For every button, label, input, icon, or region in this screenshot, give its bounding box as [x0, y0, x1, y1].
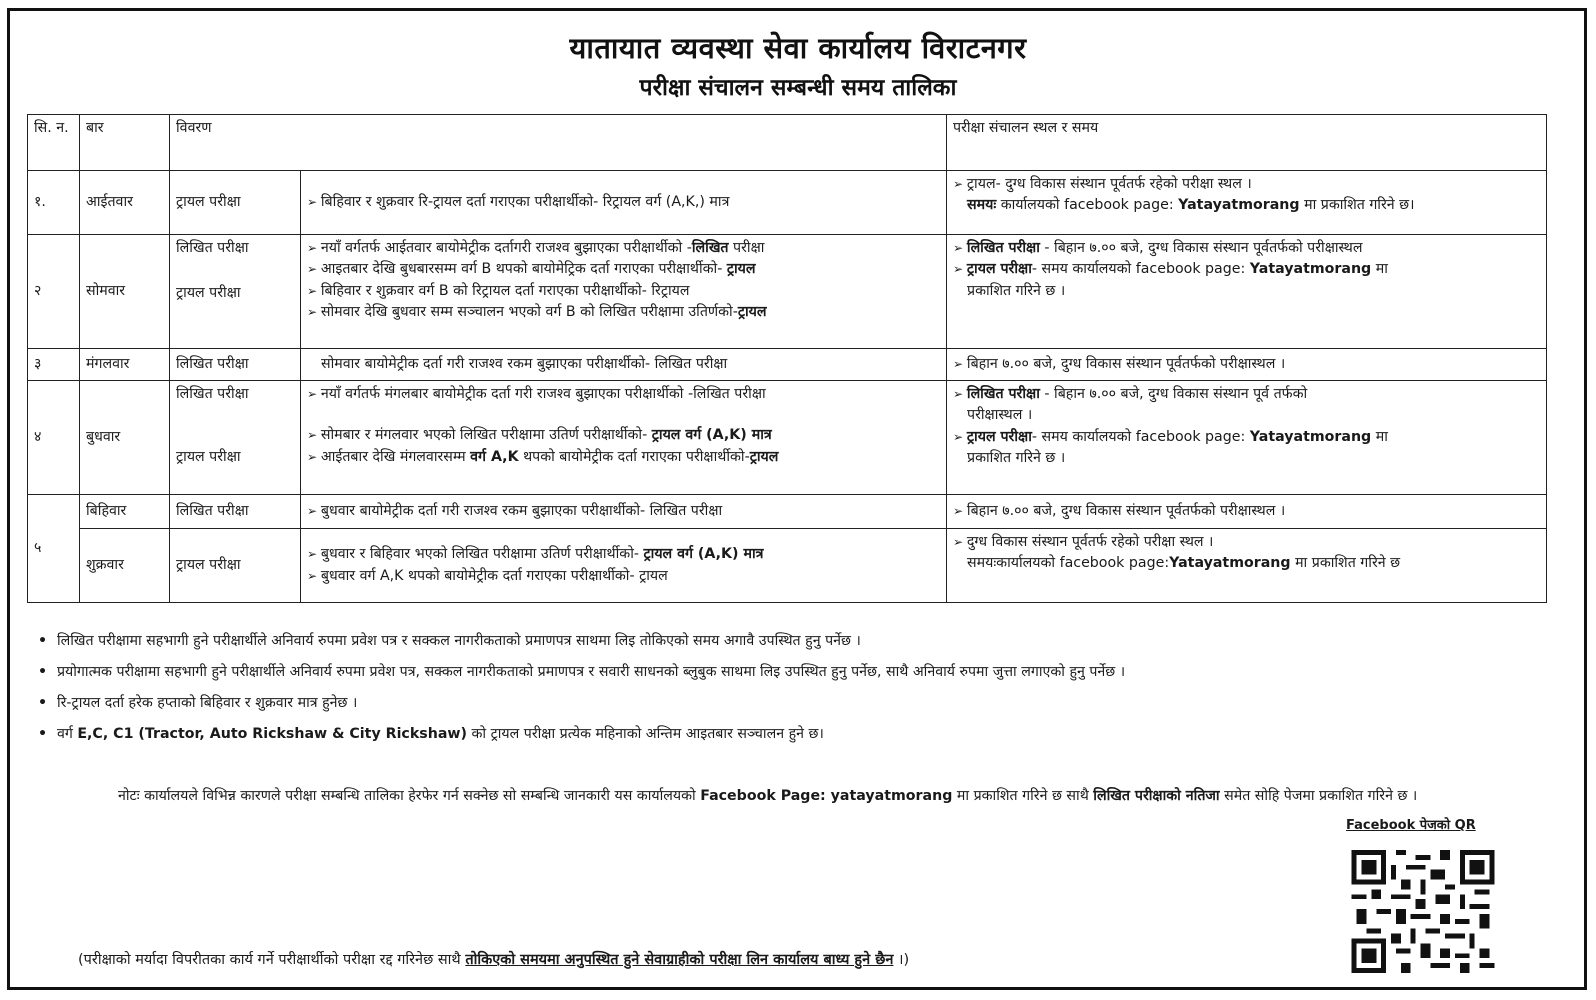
venue-line: प्रकाशित गरिने छ । [967, 449, 1066, 466]
cell-venue [947, 349, 1547, 381]
cell-exam-type: लिखित परीक्षा [170, 349, 301, 381]
col-header-desc: विवरण [170, 115, 947, 171]
cell-desc [301, 349, 947, 381]
table-row [28, 529, 1547, 603]
instruction-item: • वर्ग E,C, C1 (Tractor, Auto Rickshaw & City Rickshaw) को ट्रायल परीक्षा प्रत्येक महिनाको अन्तिम आइतबार सञ्चालन हुने छ। [38, 719, 1538, 750]
table-row [28, 235, 1547, 349]
cell-desc [301, 235, 947, 349]
qr-label: Facebook पेजको QR [1346, 818, 1476, 833]
cell-venue [947, 495, 1547, 529]
table-row [28, 349, 1547, 381]
col-header-venue: परीक्षा संचालन स्थल र समय [947, 115, 1547, 171]
venue-line: समयः कार्यालयको facebook page: Yatayatmorang मा प्रकाशित गरिने छ। [967, 197, 1415, 214]
desc-line: ➢ आइतबार देखि बुधबारसम्म वर्ग B थपको बायोमेट्रिक दर्ता गराएका परीक्षार्थीको- ट्रायल [307, 259, 940, 280]
cell-sn: ३ [28, 349, 80, 381]
venue-line: ➢ ट्रायल परीक्षा- समय कार्यालयको facebook page: Yatayatmorang मा [953, 427, 1540, 448]
venue-line: ➢ बिहान ७.०० बजे, दुग्ध विकास संस्थान पूर्वतर्फको परीक्षास्थल । [953, 501, 1540, 522]
cell-desc [301, 529, 947, 603]
venue-line: समयःकार्यालयको facebook page:Yatayatmorang मा प्रकाशित गरिने छ [967, 555, 1401, 572]
venue-line: ➢ दुग्ध विकास संस्थान पूर्वतर्फ रहेको परीक्षा स्थल । [953, 532, 1540, 553]
exam-type-written: लिखित परीक्षा [176, 386, 249, 402]
cell-sn: ५ [28, 495, 80, 603]
desc-line: ➢ बिहिवार र शुक्रवार वर्ग B को रिट्रायल दर्ता गराएका परीक्षार्थीको- रिट्रायल [307, 281, 940, 302]
venue-line: ➢ लिखित परीक्षा - बिहान ७.०० बजे, दुग्ध विकास संस्थान पूर्व तर्फको [953, 384, 1540, 405]
cell-exam-type [170, 235, 301, 349]
exam-type-trial: ट्रायल परीक्षा [176, 285, 241, 302]
cell-exam-type: ट्रायल परीक्षा [170, 171, 301, 235]
desc-line: ➢ सोमबार र मंगलवार भएको लिखित परीक्षामा उतिर्ण परीक्षार्थीको- ट्रायल वर्ग (A,K) मात्र [307, 425, 940, 446]
cell-sn: ४ [28, 381, 80, 495]
desc-line: ➢ नयाँ वर्गतर्फ मंगलबार बायोमेट्रीक दर्ता गरी राजश्व बुझाएका परीक्षार्थीको -लिखित परीक्षा [307, 384, 940, 405]
cell-day: शुक्रवार [80, 529, 170, 603]
instruction-item: • लिखित परीक्षामा सहभागी हुने परीक्षार्थीले अनिवार्य रुपमा प्रवेश पत्र र सक्कल नागरीकताको प्रमाणपत्र साथमा लिइ तोकिएको समय अगावै उपस्थित हुनु पर्नेछ । [38, 626, 1538, 657]
table-row [28, 171, 1547, 235]
table-header-row [28, 115, 1547, 171]
desc-line: ➢ बुधवार वर्ग A,K थपको बायोमेट्रीक दर्ता गराएका परीक्षार्थीको- ट्रायल [307, 566, 940, 587]
table-row [28, 381, 1547, 495]
desc-line: ➢ बुधवार र बिहिवार भएको लिखित परीक्षामा उतिर्ण परीक्षार्थीको- ट्रायल वर्ग (A,K) मात्र [307, 544, 940, 565]
table-row [28, 495, 1547, 529]
venue-line: ➢ लिखित परीक्षा - बिहान ७.०० बजे, दुग्ध विकास संस्थान पूर्वतर्फको परीक्षास्थल [953, 238, 1540, 259]
cell-desc [301, 381, 947, 495]
col-header-sn: सि. न. [28, 115, 80, 171]
venue-line: ➢ ट्रायल- दुग्ध विकास संस्थान पूर्वतर्फ रहेको परीक्षा स्थल । [953, 174, 1540, 195]
cell-sn: २ [28, 235, 80, 349]
venue-line: ➢ बिहान ७.०० बजे, दुग्ध विकास संस्थान पूर्वतर्फको परीक्षास्थल । [953, 354, 1540, 375]
cell-day: मंगलवार [80, 349, 170, 381]
qr-code-icon[interactable] [1350, 850, 1496, 973]
desc-line: ➢ बिहिवार र शुक्रवार रि-ट्रायल दर्ता गराएका परीक्षार्थीको- रिट्रायल वर्ग (A,K,) मात्र [307, 192, 940, 213]
cell-exam-type: लिखित परीक्षा [170, 495, 301, 529]
desc-line: ➢ नयाँ वर्गतर्फ आईतवार बायोमेट्रीक दर्तागरी राजश्व बुझाएका परीक्षार्थीको -लिखित परीक्षा [307, 238, 940, 259]
page-subtitle: परीक्षा संचालन सम्बन्धी समय तालिका [639, 75, 957, 101]
venue-line: ➢ ट्रायल परीक्षा- समय कार्यालयको facebook page: Yatayatmorang मा [953, 259, 1540, 280]
instruction-item: • प्रयोगात्मक परीक्षामा सहभागी हुने परीक्षार्थीले अनिवार्य रुपमा प्रवेश पत्र, सक्कल नागरीकताको प्रमाणपत्र र सवारी साधनको ब्लुबुक साथमा लिइ उपस्थित हुनु पर्नेछ, साथै अनिवार्य रुपमा जुत्ता लगाएको हुनु पर्नेछ । [38, 657, 1538, 688]
desc-line: ➢ बुधवार बायोमेट्रीक दर्ता गरी राजश्व रकम बुझाएका परीक्षार्थीको- लिखित परीक्षा [307, 501, 940, 522]
cell-desc [301, 171, 947, 235]
desc-line: सोमवार बायोमेट्रीक दर्ता गरी राजश्व रकम बुझाएका परीक्षार्थीको- लिखित परीक्षा [321, 355, 728, 372]
desc-line: ➢ सोमवार देखि बुधवार सम्म सञ्चालन भएको वर्ग B को लिखित परीक्षामा उतिर्णको-ट्रायल [307, 302, 940, 323]
exam-type-trial: ट्रायल परीक्षा [176, 449, 241, 466]
cell-day: सोमवार [80, 235, 170, 349]
cell-day: बुधवार [80, 381, 170, 495]
exam-type-written: लिखित परीक्षा [176, 240, 249, 256]
page-title: यातायात व्यवस्था सेवा कार्यालय विराटनगर [569, 31, 1027, 65]
cell-venue [947, 381, 1547, 495]
footer-warning: (परीक्षाको मर्यादा विपरीतका कार्य गर्ने परीक्षार्थीको परीक्षा रद्द गरिनेछ साथै तोकिएको समयमा अनुपस्थित हुने सेवाग्राहीको परीक्षा लिन कार्यालय बाध्य हुने छैन ।) [78, 952, 910, 968]
cell-sn: १. [28, 171, 80, 235]
cell-desc [301, 495, 947, 529]
cell-day: बिहिवार [80, 495, 170, 529]
schedule-table [27, 114, 1547, 603]
cell-exam-type: ट्रायल परीक्षा [170, 529, 301, 603]
instructions-list [38, 626, 1538, 750]
cell-exam-type [170, 381, 301, 495]
cell-venue [947, 235, 1547, 349]
cell-venue [947, 529, 1547, 603]
venue-line: प्रकाशित गरिने छ । [967, 282, 1066, 299]
venue-line: परीक्षास्थल । [967, 407, 1033, 424]
instruction-item: • रि-ट्रायल दर्ता हरेक हप्ताको बिहिवार र शुक्रवार मात्र हुनेछ । [38, 688, 1538, 719]
cell-venue [947, 171, 1547, 235]
col-header-day: बार [80, 115, 170, 171]
desc-line: ➢ आईतबार देखि मंगलवारसम्म वर्ग A,K थपको बायोमेट्रीक दर्ता गराएका परीक्षार्थीको-ट्रायल [307, 447, 940, 468]
office-remark: नोटः कार्यालयले विभिन्न कारणले परीक्षा सम्बन्धि तालिका हेरफेर गर्न सक्नेछ सो सम्बन्धि जानकारी यस कार्यालयको Facebook Page: yatayatmorang मा प्रकाशित गरिने छ साथै लिखित परीक्षाको नतिजा समेत सोहि पेजमा प्रकाशित गरिने छ । [118, 788, 1418, 804]
cell-day: आईतवार [80, 171, 170, 235]
